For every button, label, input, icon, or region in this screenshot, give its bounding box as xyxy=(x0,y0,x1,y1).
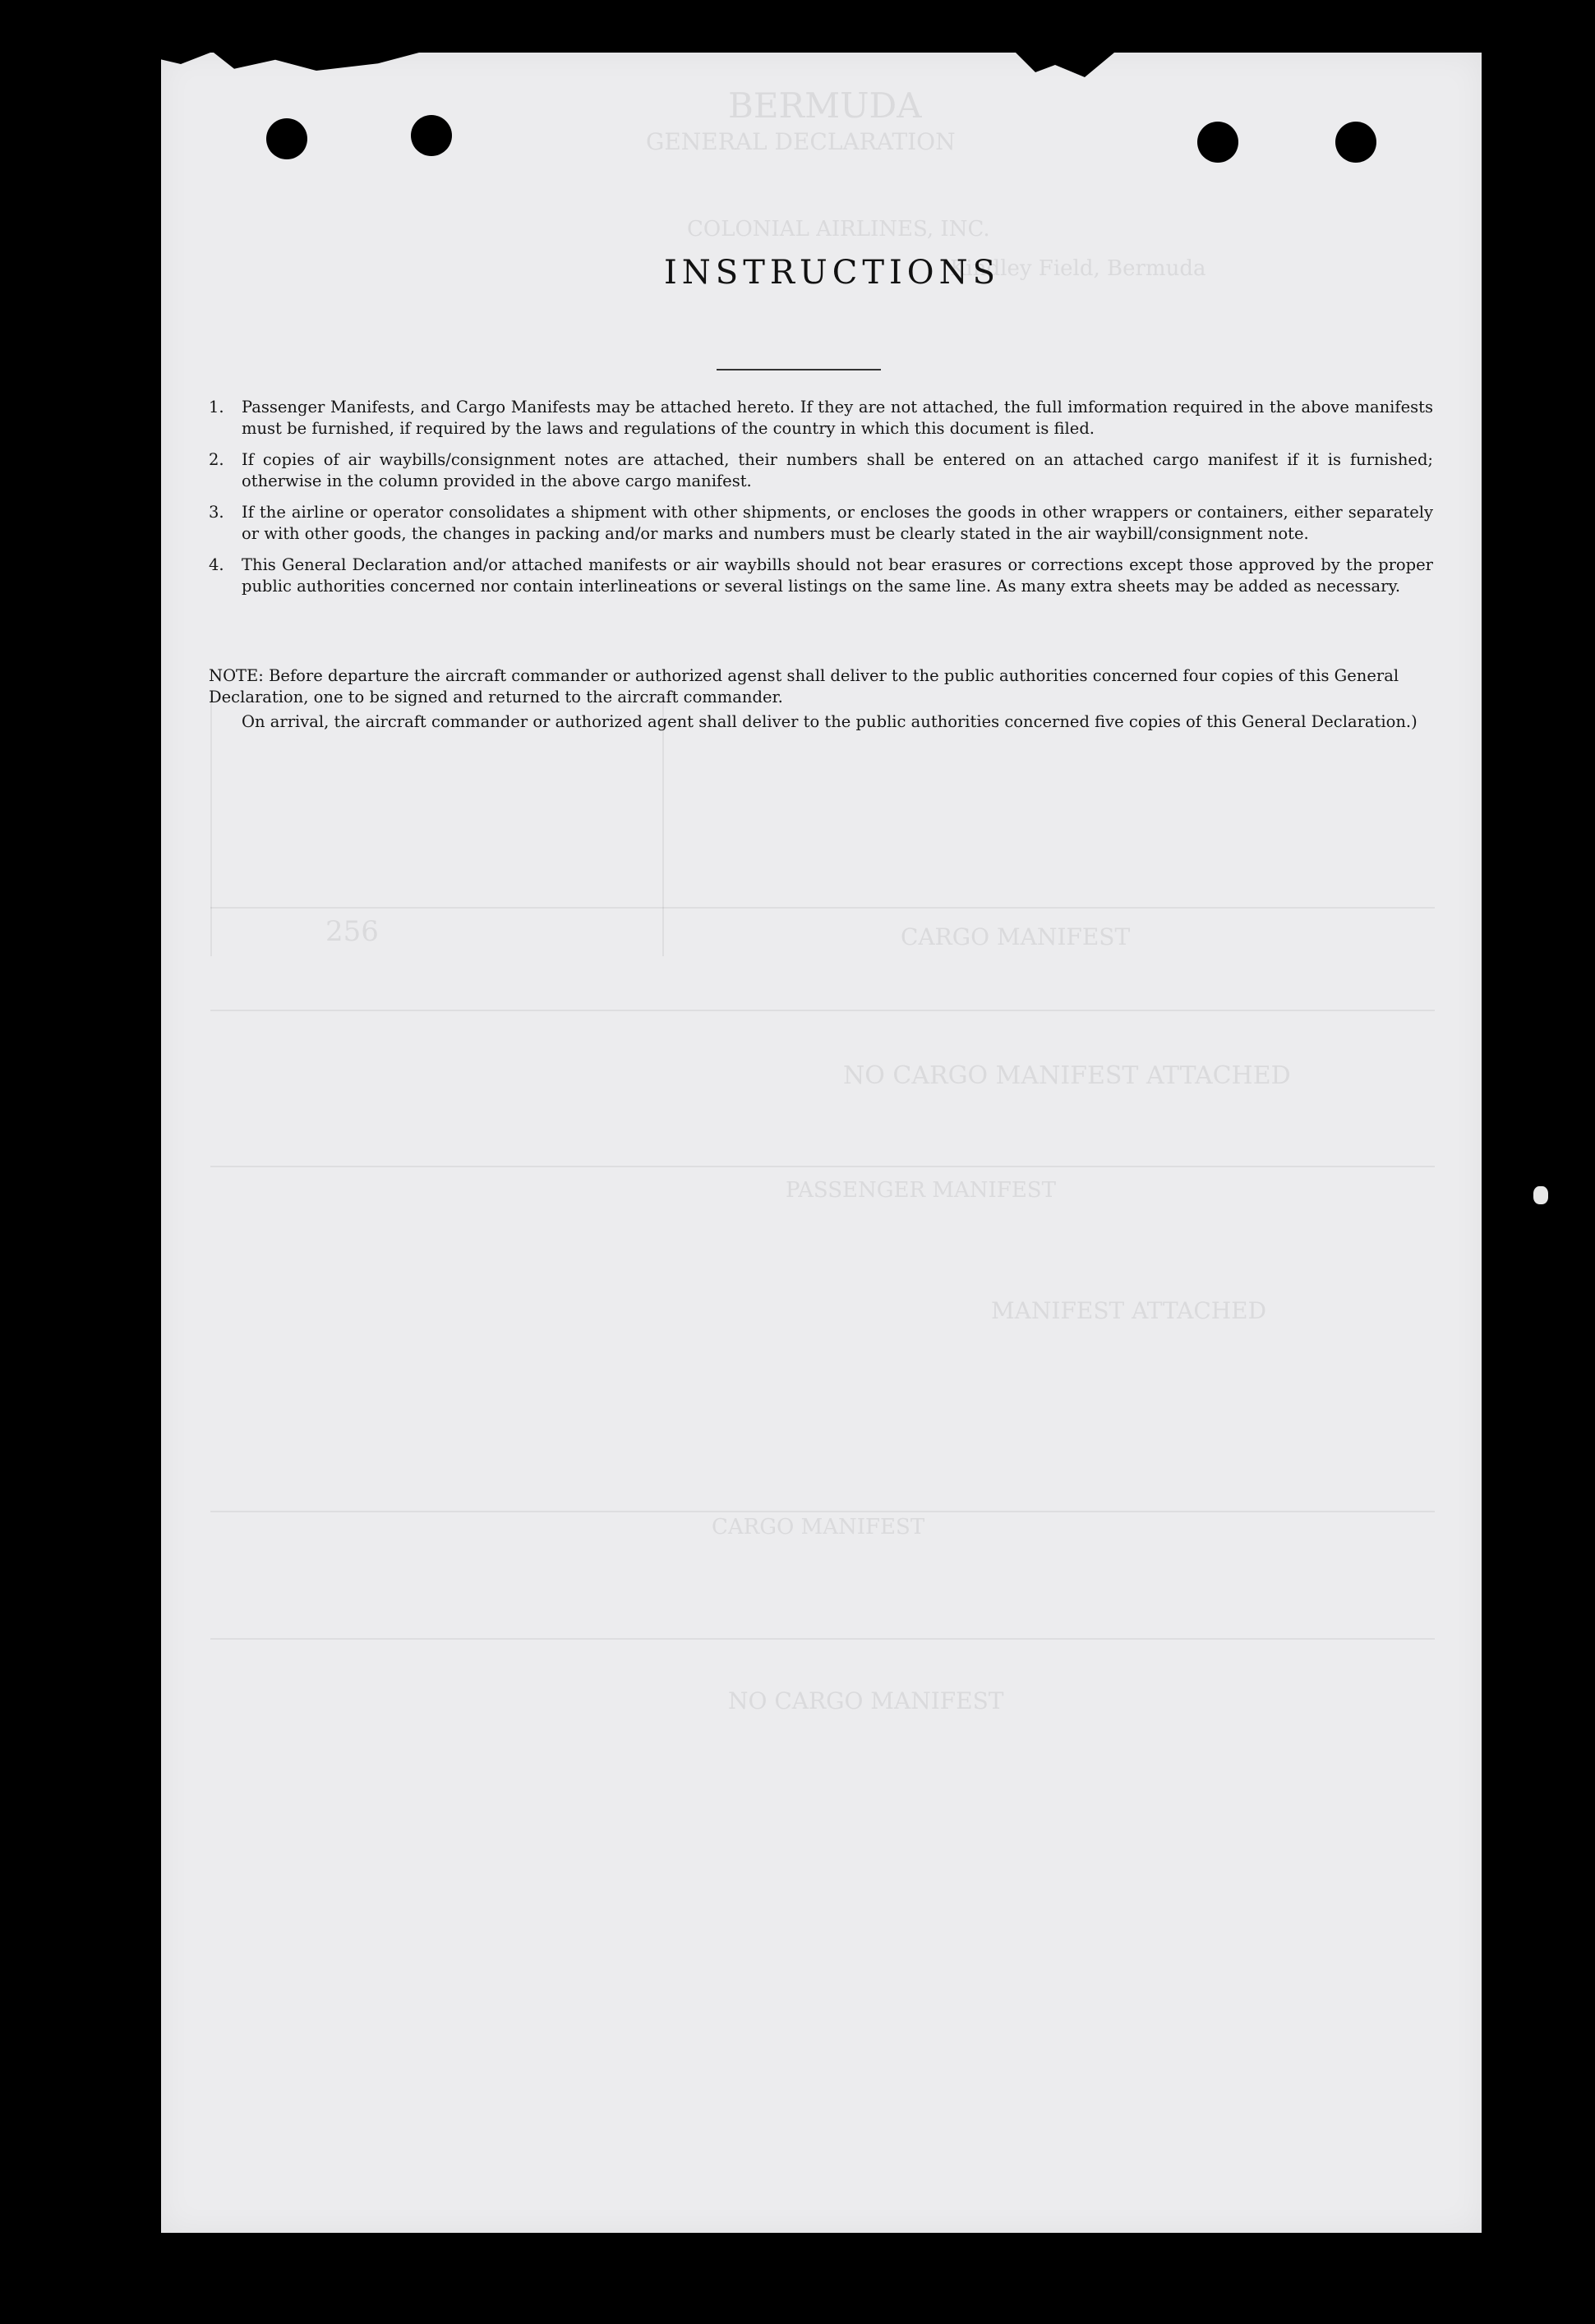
bleed-through-text: PASSENGER MANIFEST xyxy=(786,1178,1056,1203)
title-underline xyxy=(717,369,881,370)
bleed-through-text: Kindley Field, Bermuda xyxy=(950,256,1206,281)
punch-hole-right-2 xyxy=(1335,122,1376,163)
punch-hole-left-2 xyxy=(411,115,452,156)
bleed-through-rule xyxy=(210,1638,1435,1640)
bleed-through-rule xyxy=(662,693,664,956)
punch-hole-right-1 xyxy=(1197,122,1238,163)
torn-edge-top-left xyxy=(161,53,210,64)
bleed-through-rule xyxy=(210,1511,1435,1512)
document-page xyxy=(161,53,1482,2233)
bleed-through-text: BERMUDA xyxy=(728,85,922,126)
torn-edge-top-right xyxy=(1016,53,1114,77)
instruction-text: This General Declaration and/or attached manifests or air waybills should not bear erasures or corrections except those approved by the proper public authorities concerned nor contain interlineations or several listings on the same line. As many extra sheets may be added as necessary. xyxy=(242,555,1433,596)
bleed-through-text: COLONIAL AIRLINES, INC. xyxy=(687,217,990,242)
instruction-number: 1. xyxy=(209,398,224,416)
instruction-item xyxy=(209,397,1433,439)
bleed-through-text: CARGO MANIFEST xyxy=(712,1515,925,1539)
page-title: INSTRUCTIONS xyxy=(664,254,1000,292)
torn-edge-top-center xyxy=(214,53,419,71)
bleed-through-text: MANIFEST ATTACHED xyxy=(991,1297,1267,1324)
bleed-through-text: CARGO MANIFEST xyxy=(901,923,1131,950)
bleed-through-rule xyxy=(210,907,1435,909)
instruction-text: Passenger Manifests, and Cargo Manifests may be attached hereto. If they are not attached, the full imformation required in the above manifests must be furnished, if required by the laws and regulations of the country in which this document is filed. xyxy=(242,398,1433,438)
instruction-text: If copies of air waybills/consignment notes are attached, their numbers shall be entered on an attached cargo manifest if it is furnished; otherwise in the column provided in the above cargo manifest. xyxy=(242,450,1433,490)
instructions-list xyxy=(209,397,1433,607)
punch-hole-left-1 xyxy=(266,118,307,159)
instruction-number: 4. xyxy=(209,555,224,574)
note-departure-text: Before departure the aircraft commander or authorized agenst shall deliver to the public authorities concerned four copies of this General Declaration, one to be signed and returned to the aircraft commander. xyxy=(209,666,1399,706)
instruction-number: 3. xyxy=(209,503,224,522)
paper-speck xyxy=(1533,1186,1548,1204)
note-label: NOTE: xyxy=(209,666,264,685)
note-arrival-text: On arrival, the aircraft commander or authorized agent shall deliver to the public authorities concerned five copies of this General Declaration.) xyxy=(242,712,1418,731)
bleed-through-text: NO CARGO MANIFEST xyxy=(728,1687,1004,1714)
instruction-item xyxy=(209,502,1433,545)
bleed-through-text: GENERAL DECLARATION xyxy=(646,128,956,155)
instruction-item xyxy=(209,449,1433,492)
bleed-through-rule xyxy=(210,1010,1435,1011)
bleed-through-rule xyxy=(210,1166,1435,1167)
note-departure xyxy=(209,665,1433,708)
note-section xyxy=(209,665,1433,733)
bleed-through-text: 256 xyxy=(325,915,379,948)
instruction-item xyxy=(209,555,1433,597)
instruction-text: If the airline or operator consolidates a shipment with other shipments, or encloses the goods in other wrappers or containers, either separately or with other goods, the changes in packing and/or marks and numbers must be clearly stated in the air waybill/consignment note. xyxy=(242,503,1433,543)
instruction-number: 2. xyxy=(209,450,224,469)
bleed-through-text: NO CARGO MANIFEST ATTACHED xyxy=(843,1061,1291,1090)
bleed-through-rule xyxy=(210,693,212,956)
